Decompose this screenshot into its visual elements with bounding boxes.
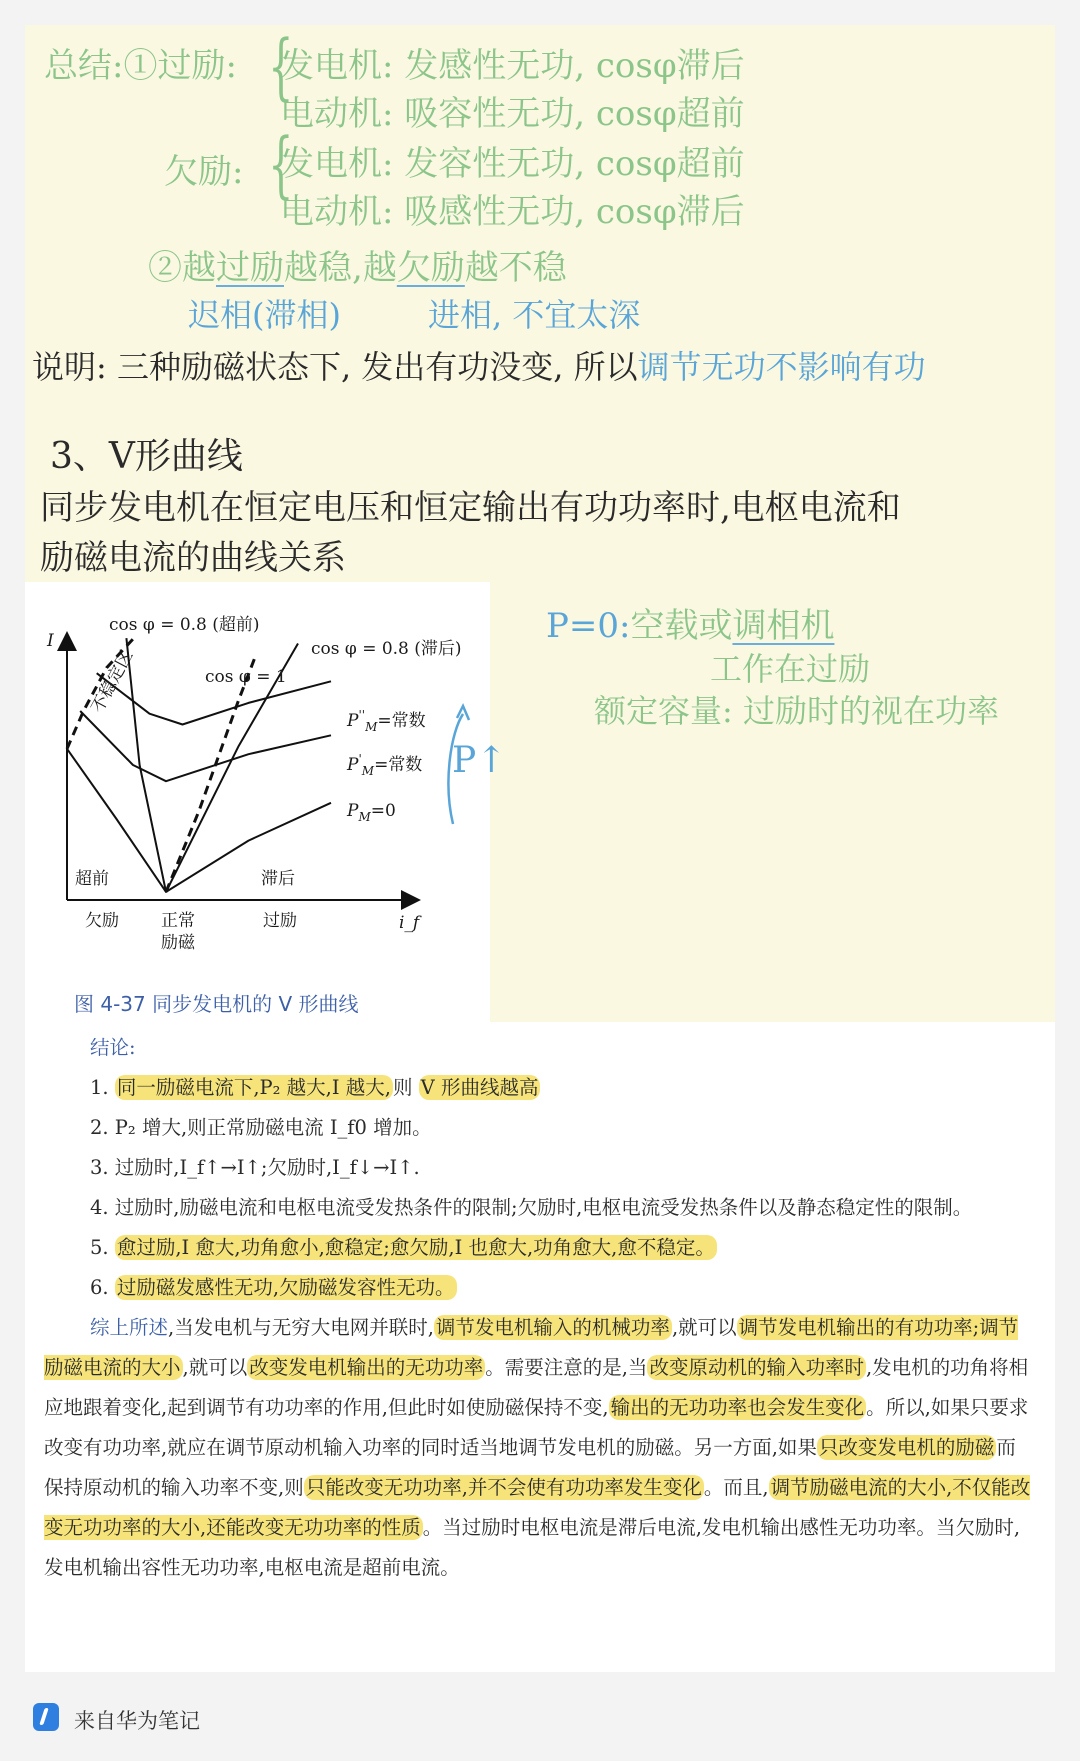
para-13: 只改变发电机的励磁	[818, 1436, 995, 1459]
para-15: 只能改变无功功率,并不会使有功功率发生变化	[305, 1476, 702, 1499]
item-5-num: 5.	[90, 1236, 109, 1259]
point-2-post: 越稳,	[284, 248, 363, 288]
over-brace: {	[268, 24, 294, 108]
side-note-work: 工作在过励	[710, 650, 871, 688]
section-title: 3、V形曲线	[50, 436, 243, 477]
label-pm2-sup: ''	[358, 708, 366, 722]
label-pm1-sub: M	[361, 764, 375, 778]
under-motor: 电动机: 吸感性无功, cosφ滞后	[280, 192, 745, 232]
conclusion-item-5	[44, 1228, 1034, 1268]
conclusion-list	[44, 1068, 1034, 1588]
region-lag: 滞后	[261, 869, 295, 889]
label-pm1	[346, 752, 422, 778]
label-pm1-sup: '	[358, 752, 362, 766]
p0-underlined: 调相机	[732, 606, 835, 646]
point-2	[148, 240, 567, 289]
annotation-unstable: 不稳定区	[87, 646, 138, 717]
y-axis-label: I	[47, 631, 54, 651]
conclusion-item-1	[44, 1068, 1034, 1108]
side-note-p0	[546, 598, 834, 647]
region-lead: 超前	[75, 869, 109, 889]
point-2-pre: 越	[182, 248, 216, 288]
power-increase-arrow	[448, 714, 463, 824]
conclusion-item-6	[44, 1268, 1034, 1308]
label-pm2-sub: M	[365, 720, 378, 734]
lead-note: 进相, 不宜太深	[428, 296, 641, 334]
para-9: 改变原动机的输入功率时	[649, 1356, 864, 1379]
huawei-notes-icon	[33, 1703, 59, 1731]
item-6-highlight: 过励磁发感性无功,欠励磁发容性无功。	[116, 1276, 455, 1299]
label-pm0-sub: M	[358, 810, 371, 824]
side-note-rated: 额定容量: 过励时的视在功率	[594, 692, 999, 730]
lag-note: 迟相(滞相)	[188, 296, 341, 334]
para-1: 综上所述	[90, 1316, 169, 1339]
x-axis-label: i_f	[399, 913, 420, 933]
under-generator: 发电机: 发容性无功, cosφ超前	[280, 144, 745, 184]
explanation-text: 说明: 三种励磁状态下, 发出有功没变, 所以	[32, 348, 638, 386]
footer-source-text[interactable]: 来自华为笔记	[74, 1709, 200, 1733]
conclusion-item-4: 4. 过励时,励磁电流和电枢电流受发热条件的限制;欠励时,电枢电流受发热条件以及静态稳定性的限制。	[90, 1196, 973, 1219]
para-16: 。而且,	[703, 1476, 769, 1499]
conclusion-title: 结论:	[90, 1036, 136, 1059]
label-pm0-main: P	[347, 801, 359, 821]
para-11: 输出的无功功率也会发生变化	[610, 1396, 865, 1419]
para-7: 改变发电机输出的无功功率	[249, 1356, 484, 1379]
footer	[0, 1685, 1080, 1761]
explanation	[32, 342, 926, 388]
over-excited-underlined: 过励	[216, 248, 284, 288]
region-under: 欠励	[85, 911, 119, 931]
item-6-num: 6.	[90, 1276, 109, 1299]
label-pm2	[346, 708, 426, 734]
definition-line-1: 同步发电机在恒定电压和恒定输出有功功率时,电枢电流和	[40, 488, 901, 528]
label-pm0	[346, 801, 396, 824]
para-8: 。需要注意的是,当	[485, 1356, 648, 1379]
power-arrow-label: P↑	[452, 740, 507, 781]
para-3: 调节发电机输入的机械功率	[435, 1316, 670, 1339]
label-pm1-main: P	[347, 755, 359, 775]
annotation-cos-lead: cos φ = 0.8 (超前)	[109, 615, 260, 635]
item-1-mid: 则	[392, 1076, 413, 1099]
p0-text: 空载或	[630, 606, 733, 646]
figure-caption: 图 4-37 同步发电机的 V 形曲线	[74, 992, 359, 1016]
para-6: ,就可以	[182, 1356, 248, 1379]
region-normal-2: 励磁	[161, 933, 195, 953]
label-pm1-rest: =常数	[374, 755, 423, 775]
para-10: ,发电机的功角将相应地跟着变化,起到调节有功功率的作用,但此时如使励磁保持不变,	[44, 1356, 1029, 1419]
under-excited-underlined: 欠励	[396, 248, 465, 288]
p0-label: P=0:	[546, 606, 631, 646]
item-1-highlight: 同一励磁电流下,P₂ 越大,I 越大,	[116, 1076, 391, 1099]
over-generator: 发电机: 发感性无功, cosφ滞后	[280, 46, 745, 86]
annotation-cos-one: cos φ = 1	[205, 667, 287, 687]
para-14: 而保持原动机的输入功率不变,则	[44, 1436, 1016, 1499]
label-pm0-rest: =0	[370, 801, 396, 821]
v-curve-chart	[25, 582, 490, 982]
para-5: 调节发电机输出的有功功率;调节励磁电流的大小	[44, 1316, 1019, 1379]
explanation-highlight: 调节无功不影响有功	[637, 348, 926, 386]
item-5-highlight: 愈过励,I 愈大,功角愈小,愈稳定;愈欠励,I 也愈大,功角愈大,愈不稳定。	[116, 1236, 715, 1259]
para-4: ,就可以	[671, 1316, 737, 1339]
curve-PM1	[80, 711, 331, 781]
point-2-num: ②	[148, 248, 182, 288]
label-pm2-main: P	[347, 711, 359, 731]
para-18: 。当过励时电枢电流是滞后电流,发电机输出感性无功功率。当欠励时,发电机输出容性无功功率,电枢电流是超前电流。	[44, 1516, 1021, 1579]
point-2b-post: 越不稳	[464, 248, 567, 288]
conclusion-item-2: 2. P₂ 增大,则正常励磁电流 I_f0 增加。	[90, 1116, 432, 1139]
curve-cos1	[166, 657, 255, 892]
para-17: 调节励磁电流的大小,不仅能改变无功功率的大小,还能改变无功功率的性质	[44, 1476, 1031, 1539]
summary-label: 总结:①过励:	[44, 46, 237, 86]
conclusion-item-3: 3. 过励时,I_f↑→I↑;欠励时,I_f↓→I↑.	[90, 1156, 420, 1179]
power-increase-arrowhead	[457, 706, 469, 720]
definition-line-2: 励磁电流的曲线关系	[40, 538, 346, 578]
item-1-highlight-2: V 形曲线越高	[420, 1076, 539, 1099]
region-over: 过励	[263, 911, 297, 931]
summary-paragraph	[44, 1308, 1034, 1588]
under-label: 欠励:	[164, 152, 244, 192]
point-2b-pre: 越	[362, 248, 397, 288]
over-motor: 电动机: 吸容性无功, cosφ超前	[280, 94, 745, 134]
under-brace: {	[268, 122, 294, 206]
region-normal-1: 正常	[161, 911, 195, 931]
para-12: 。所以,如果只要求改变有功功率,就应在调节原动机输入功率的同时适当地调节发电机的励磁。另一方面,如果	[44, 1396, 1029, 1459]
label-pm2-rest: =常数	[377, 711, 426, 731]
para-2: ,当发电机与无穷大电网并联时,	[168, 1316, 434, 1339]
annotation-cos-lag: cos φ = 0.8 (滞后)	[311, 639, 462, 659]
item-1-num: 1.	[90, 1076, 109, 1099]
